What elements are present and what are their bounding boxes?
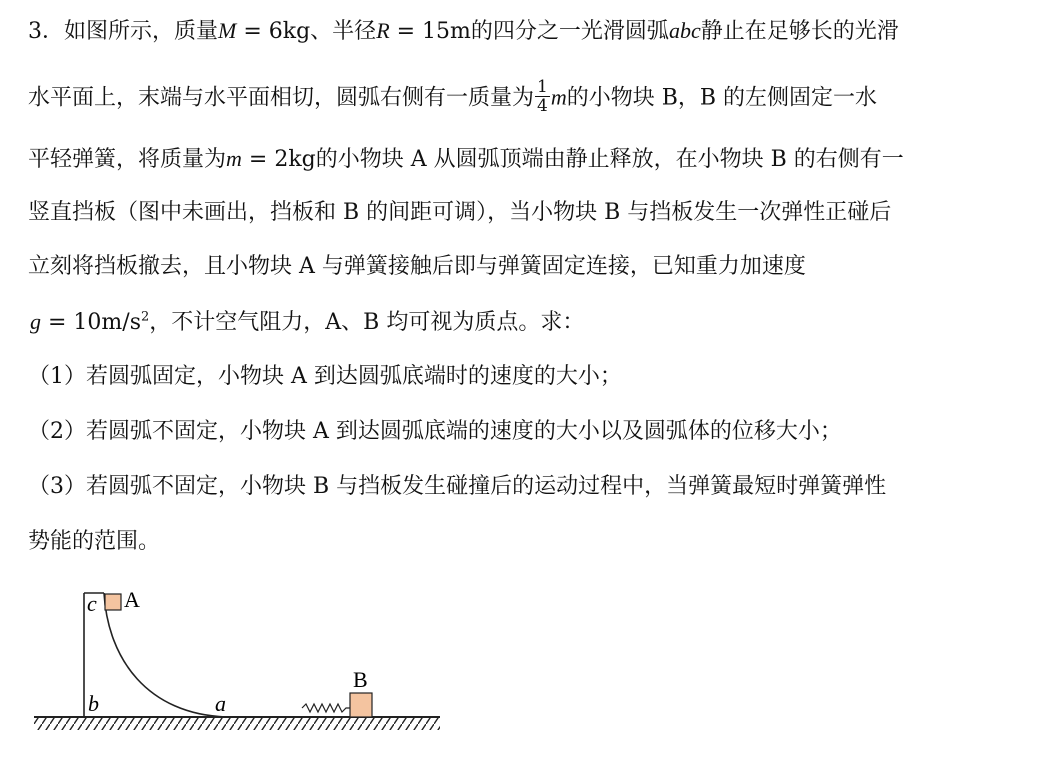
label-B: B [353, 667, 368, 692]
text-segment: 、半径 [310, 19, 377, 44]
var-abc: abc [668, 18, 701, 43]
label-b: b [88, 691, 99, 716]
fraction-numerator: 1 [537, 77, 548, 97]
var-M: M [218, 18, 237, 43]
quarter-arc [104, 593, 226, 717]
question-3-continued: 势能的范围。 [28, 529, 161, 554]
text-segment: 平轻弹簧，将质量为 [28, 147, 227, 172]
value-m: = 2kg [241, 147, 316, 172]
block-B [350, 693, 372, 717]
spring [302, 704, 350, 712]
problem-line-1 [28, 16, 899, 47]
value-R: = 15m [389, 19, 471, 44]
text-segment: 的四分之一光滑圆弧 [470, 19, 669, 44]
value-g: = 10m/s [41, 310, 141, 335]
fraction-denominator: 4 [537, 96, 548, 116]
text-segment: 3．如图所示，质量 [28, 19, 218, 44]
text-segment: 的小物块 A 从圆弧顶端由静止释放，在小物块 B 的右侧有一 [315, 147, 904, 172]
diagram-svg [26, 580, 466, 750]
exponent: 2 [140, 309, 150, 325]
physics-diagram [26, 580, 466, 754]
text-segment: 的小物块 B，B 的左侧固定一水 [566, 85, 878, 111]
problem-line-5: 立刻将挡板撤去，且小物块 A 与弹簧接触后即与弹簧固定连接，已知重力加速度 [28, 254, 806, 279]
question-1: （1）若圆弧固定，小物块 A 到达圆弧底端时的速度的大小； [28, 364, 622, 389]
var-R: R [376, 18, 390, 43]
label-a: a [215, 691, 226, 716]
question-3: （3）若圆弧不固定，小物块 B 与挡板发生碰撞后的运动过程中，当弹簧最短时弹簧弹性 [28, 474, 887, 499]
var-m: m [550, 84, 567, 110]
value-M: = 6kg [236, 19, 311, 44]
problem-line-3 [28, 144, 904, 175]
block-A [105, 594, 121, 610]
var-m: m [226, 146, 242, 171]
problem-line-6 [30, 307, 584, 338]
text-segment: 静止在足够长的光滑 [700, 19, 899, 44]
var-g: g [30, 309, 41, 334]
label-c: c [87, 591, 97, 616]
ground-hatching [34, 718, 440, 730]
label-A: A [124, 587, 140, 612]
fraction-one-quarter [535, 78, 550, 115]
question-2: （2）若圆弧不固定，小物块 A 到达圆弧底端的速度的大小以及圆弧体的位移大小； [28, 419, 842, 444]
problem-line-2 [28, 77, 878, 117]
text-segment: 水平面上，末端与水平面相切，圆弧右侧有一质量为 [28, 85, 535, 111]
problem-line-4: 竖直挡板（图中未画出，挡板和 B 的间距可调），当小物块 B 与挡板发生一次弹性正碰后 [28, 200, 892, 225]
text-segment: ，不计空气阻力，A、B 均可视为质点。求： [149, 310, 585, 335]
